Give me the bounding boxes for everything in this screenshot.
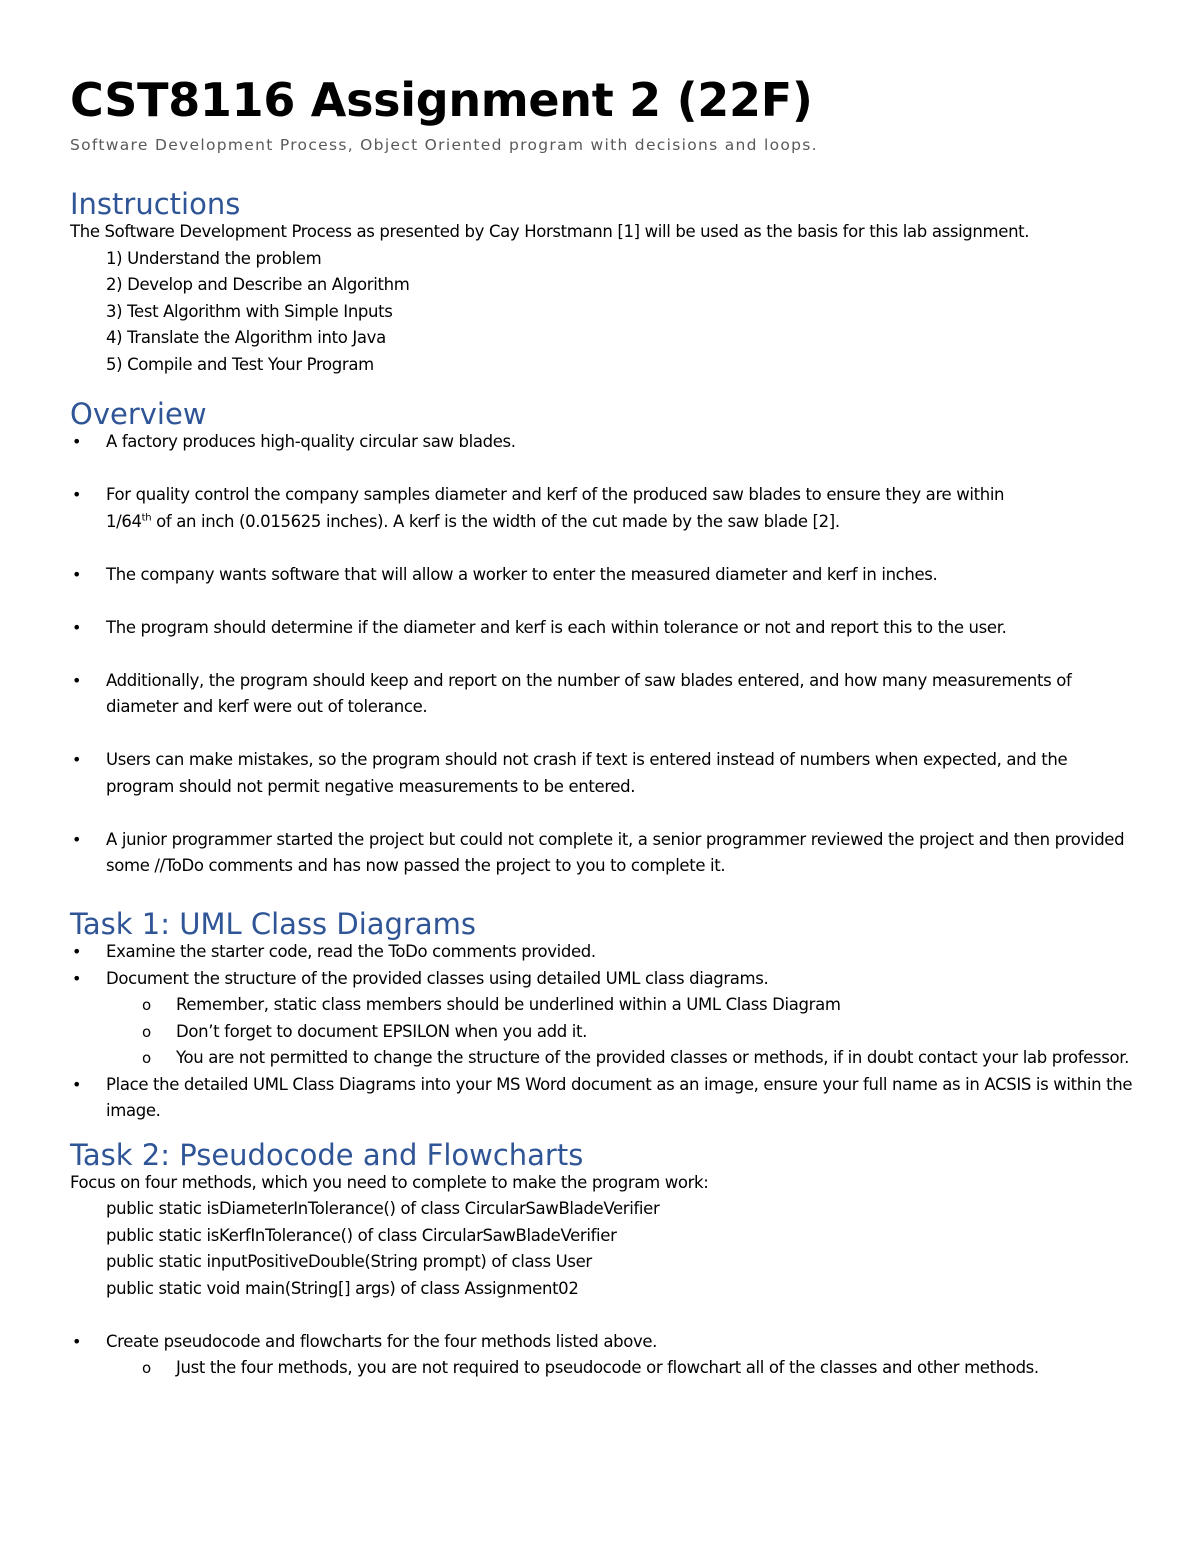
sub-bullet-icon: o [142,1359,151,1377]
overview-item [70,615,1140,642]
ordinal-suffix: th [141,512,152,523]
method-line: public static isDiameterInTolerance() of class CircularSawBladeVerifier [106,1199,660,1218]
task1-item [70,1072,1140,1125]
task2-item [70,1329,1140,1356]
bullet-icon: • [72,670,82,690]
task1-subitem [70,1045,1140,1072]
overview-item-text: The company wants software that will allow a worker to enter the measured diameter and kerf in inches. [106,564,938,584]
task2-heading: Task 2: Pseudocode and Flowcharts [70,1137,584,1172]
document-subtitle: Software Development Process, Object Oriented program with decisions and loops. [70,136,818,154]
overview-item [70,429,1140,456]
task1-item [70,939,1140,966]
task1-subitem-text: Don’t forget to document EPSILON when you add it. [176,1021,587,1041]
overview-item [70,562,1140,589]
bullet-icon: • [72,1074,82,1094]
task1-list [70,939,1140,992]
task1-subitem-text: Remember, static class members should be underlined within a UML Class Diagram [176,995,841,1014]
overview-item-text: Additionally, the program should keep and report on the number of saw blades entered, and how many measurements of diameter and kerf were out of tolerance. [106,670,1072,716]
document-title: CST8116 Assignment 2 (22F) [70,73,813,127]
step-item: 5) Compile and Test Your Program [106,354,374,374]
bullet-icon: • [72,617,82,637]
task2-subitem [70,1355,1140,1382]
bullet-icon: • [72,829,82,849]
task1-subitem [70,1019,1140,1046]
sub-bullet-icon: o [142,1049,151,1067]
overview-list [70,429,1140,880]
document-page [70,72,1140,1382]
overview-item-text: Users can make mistakes, so the program should not crash if text is entered instead of numbers when expected, and the program should not permit negative measurements to be entered. [106,750,1068,796]
task1-item [70,966,1140,993]
step-item: 4) Translate the Algorithm into Java [106,328,386,347]
overview-item-text: A factory produces high-quality circular saw blades. [106,432,516,451]
method-line: public static inputPositiveDouble(String prompt) of class User [106,1252,592,1271]
bullet-icon: • [72,485,82,504]
step-item: 2) Develop and Describe an Algorithm [106,275,410,294]
task2-intro: Focus on four methods, which you need to complete to make the program work: [70,1172,709,1192]
overview-item [70,827,1140,880]
task1-subitem [70,992,1140,1019]
task2-sublist [70,1355,1140,1382]
task1-item-text: Document the structure of the provided classes using detailed UML class diagrams. [106,968,769,988]
overview-item-text: A junior programmer started the project but could not complete it, a senior programmer reviewed the project and then provided some //ToDo comments and has now passed the project to you to complete it. [106,829,1125,875]
bullet-icon: • [72,968,82,988]
task2-list [70,1329,1140,1356]
bullet-icon: • [72,1331,82,1351]
bullet-icon: • [72,564,82,584]
overview-heading: Overview [70,397,207,431]
task1-item-text: Place the detailed UML Class Diagrams into your MS Word document as an image, ensure your full name as in ACSIS is within the image. [106,1074,1133,1120]
overview-item [70,482,1140,535]
step-item: 3) Test Algorithm with Simple Inputs [106,301,393,321]
bullet-icon: • [72,750,82,769]
sub-bullet-icon: o [142,996,151,1014]
fraction-text: 1/64 [106,511,142,531]
step-item: 1) Understand the problem [106,248,322,268]
overview-item-text: The program should determine if the diameter and kerf is each within tolerance or not and report this to the user. [106,617,1007,637]
task1-subitem-text: You are not permitted to change the structure of the provided classes or methods, if in doubt contact your lab professor. [176,1048,1130,1067]
steps-list [70,246,1140,379]
method-line: public static isKerfInTolerance() of class CircularSawBladeVerifier [106,1225,617,1245]
sub-bullet-icon: o [142,1022,151,1041]
method-line: public static void main(String[] args) of class Assignment02 [106,1278,579,1298]
overview-item [70,747,1140,800]
task2-item-text: Create pseudocode and flowcharts for the four methods listed above. [106,1331,658,1351]
task1-list-cont [70,1072,1140,1125]
task2-subitem-text: Just the four methods, you are not required to pseudocode or flowchart all of the classes and other methods. [176,1358,1039,1377]
overview-item-text-cont: of an inch (0.015625 inches). A kerf is the width of the cut made by the saw blade [2]. [151,511,840,531]
task1-item-text: Examine the starter code, read the ToDo comments provided. [106,942,596,961]
instructions-intro: The Software Development Process as presented by Cay Horstmann [1] will be used as the basis for this lab assignment. [70,222,1030,241]
overview-item [70,668,1140,721]
task1-heading: Task 1: UML Class Diagrams [70,907,476,941]
instructions-heading: Instructions [70,187,241,221]
bullet-icon: • [72,942,82,961]
task1-sublist [70,992,1140,1072]
bullet-icon: • [72,432,82,451]
overview-item-text: For quality control the company samples diameter and kerf of the produced saw blades to ensure they are within [106,485,1005,504]
